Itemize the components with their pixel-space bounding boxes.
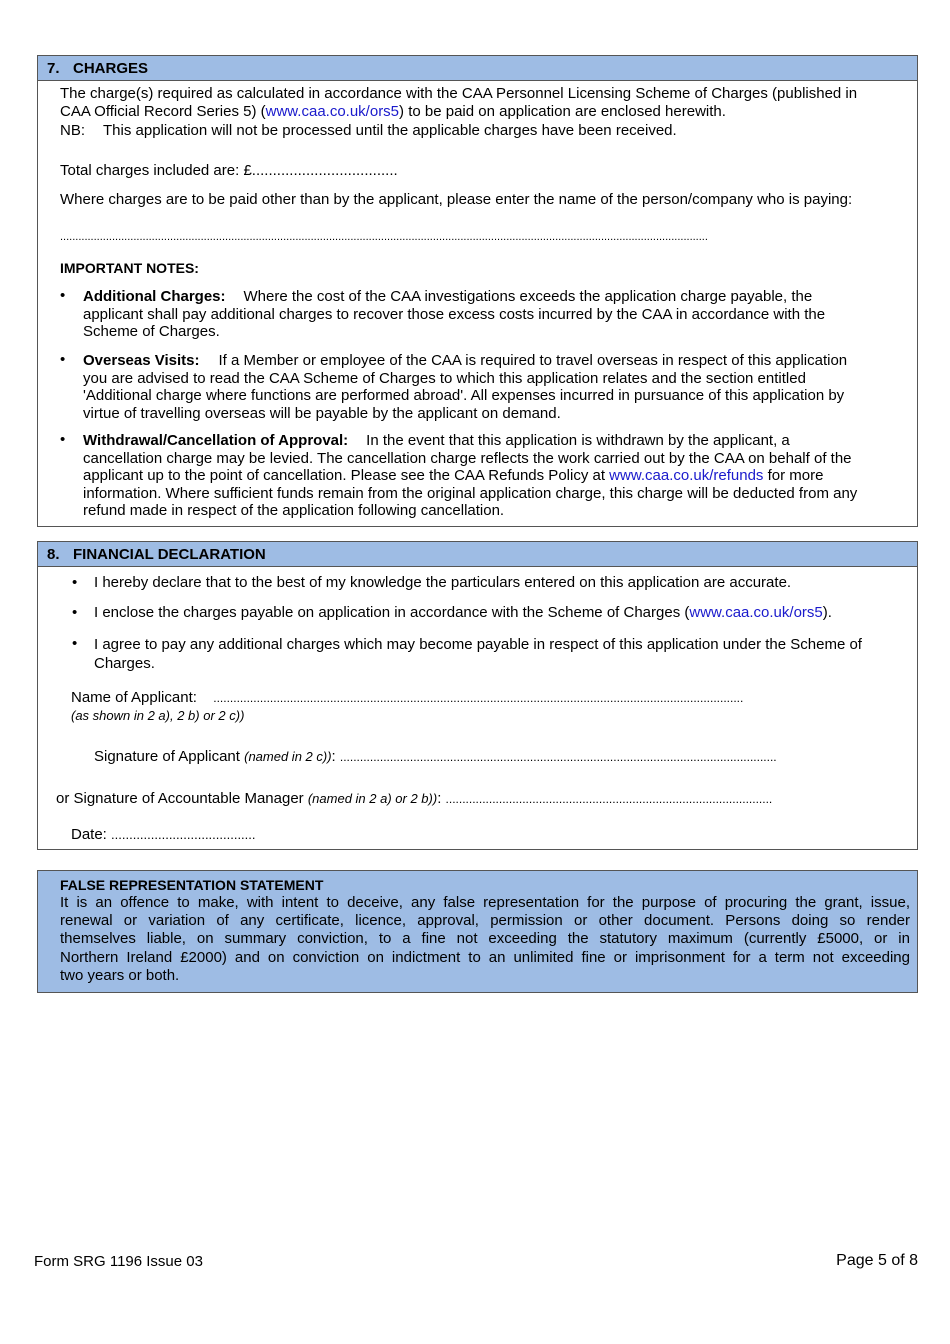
declaration-bullet-1 (94, 574, 791, 592)
important-notes-heading (60, 259, 199, 277)
section-title: FINANCIAL DECLARATION (73, 546, 266, 563)
date-label: Date: (71, 826, 107, 843)
statement-line: renewal or variation of any certificate, licence, approval, permission or other document. Persons doing so render (60, 912, 910, 930)
payer-prompt (60, 191, 852, 209)
note-line (83, 467, 908, 485)
total-charges-line (60, 162, 398, 180)
applicant-name-field[interactable]: ............................................................................................................................................................... (213, 691, 744, 705)
nb-label: NB: (60, 122, 86, 139)
note-label: Overseas Visits: (83, 352, 200, 369)
date-field[interactable]: ........................................ (111, 827, 256, 842)
total-charges-field[interactable]: ................................... (251, 162, 398, 179)
note-line: virtue of travelling overseas will be payable by the applicant on demand. (83, 404, 561, 422)
refunds-link[interactable]: www.caa.co.uk/refunds (609, 467, 764, 484)
bullet-icon: • (60, 431, 66, 448)
note-text: If a Member or employee of the CAA is required to travel overseas in respect of this application (218, 352, 848, 369)
section-number: 8. (47, 546, 60, 563)
applicant-name-note (71, 707, 244, 725)
manager-signature-field[interactable]: .................................................................................................. (445, 792, 773, 806)
declaration-text: I hereby declare that to the best of my knowledge the particulars entered on this application are accurate. (94, 574, 792, 591)
note-line (83, 352, 908, 370)
section-charges-header (38, 56, 917, 81)
charges-intro-text: The charge(s) required as calculated in accordance with the CAA Personnel Licensing Scheme of Charges (published in (60, 85, 858, 102)
charges-intro-line1 (60, 85, 857, 103)
declaration-bullet-3 (94, 635, 862, 673)
bullet-icon: • (72, 604, 78, 621)
payer-field[interactable] (60, 228, 860, 246)
declaration-text: ). (822, 604, 832, 621)
colon: : (331, 748, 336, 765)
note-line: information. Where sufficient funds remain from the original application charge, this charge will be deducted from any (83, 484, 858, 502)
note-line (83, 432, 908, 450)
bullet-icon: • (60, 287, 66, 304)
date-line (71, 826, 256, 844)
note-withdrawal (83, 432, 908, 520)
charges-intro-text-b: CAA Official Record Series 5) ( (60, 103, 266, 120)
false-representation-box (37, 870, 918, 993)
important-notes-title: IMPORTANT NOTES: (60, 260, 199, 276)
ors5-link[interactable]: www.caa.co.uk/ors5 (265, 103, 400, 120)
colon: : (437, 790, 442, 807)
payer-dots: .................................................................................................................................................................................................................... (60, 231, 708, 243)
manager-signature-label: or Signature of Accountable Manager (56, 790, 304, 807)
nb-line (60, 122, 677, 140)
applicant-name-label: Name of Applicant: (71, 689, 197, 706)
statement-line: It is an offence to make, with intent to deceive, any false representation for the purpose of procuring the grant, issue, (60, 894, 910, 911)
note-line: Scheme of Charges. (83, 323, 220, 340)
applicant-signature-label: Signature of Applicant (94, 748, 240, 765)
note-line: cancellation charge may be levied. The cancellation charge reflects the work carried out by the CAA on behalf of the (83, 449, 852, 467)
note-line: applicant shall pay additional charges to recover those excess costs incurred by the CAA in accordance with the (83, 305, 826, 323)
charges-intro-text-c: ) to be paid on application are enclosed herewith. (399, 103, 726, 120)
applicant-signature-field[interactable]: ................................................................................................................................... (339, 750, 777, 764)
payer-prompt-text: Where charges are to be paid other than by the applicant, please enter the name of the person/company who is paying: (60, 191, 853, 208)
statement-line: Northern Ireland £2000) and on conviction on indictment to an unlimited fine or imprisonment for a term not exceeding (60, 948, 910, 966)
declaration-text: I enclose the charges payable on application in accordance with the Scheme of Charges ( (94, 604, 690, 621)
total-charges-label: Total charges included are: £ (60, 162, 252, 179)
section-financial-header (38, 542, 917, 567)
note-label: Withdrawal/Cancellation of Approval: (83, 432, 349, 449)
applicant-signature-note: (named in 2 c)) (244, 749, 332, 764)
bullet-icon: • (60, 351, 66, 368)
statement-line: themselves liable, on summary conviction, to a fine not exceeding the statutory maximum (currently £5000, or in (60, 930, 910, 948)
statement-line: two years or both. (60, 966, 180, 984)
form-identifier: Form SRG 1196 Issue 03 (34, 1253, 203, 1270)
false-representation-title (60, 876, 323, 894)
note-text: Where the cost of the CAA investigations exceeds the application charge payable, the (243, 288, 813, 305)
false-representation-body (60, 894, 910, 985)
section-title: CHARGES (73, 60, 149, 77)
page-number: Page 5 of 8 (836, 1252, 918, 1269)
bullet-icon: • (72, 635, 78, 652)
note-line (83, 288, 908, 306)
ors5-link-2[interactable]: www.caa.co.uk/ors5 (689, 604, 823, 621)
section-number: 7. (47, 60, 60, 77)
manager-signature-line (56, 790, 772, 808)
declaration-bullet-2 (94, 604, 832, 622)
charges-intro-line2 (60, 103, 726, 121)
bullet-icon: • (72, 574, 78, 591)
note-line: refund made in respect of the application following cancellation. (83, 502, 505, 519)
note-text: for more (763, 467, 824, 484)
note-line: you are advised to read the CAA Scheme of Charges to which this application relates and the section entitled (83, 369, 806, 387)
nb-text: This application will not be processed until the applicable charges have been received. (103, 122, 677, 139)
manager-signature-note: (named in 2 a) or 2 b)) (307, 791, 438, 806)
declaration-text: Charges. (94, 655, 155, 672)
applicant-name-line (71, 689, 743, 707)
applicant-name-note-text: (as shown in 2 a), 2 b) or 2 c)) (71, 708, 245, 723)
note-additional-charges (83, 288, 908, 341)
false-representation-title-text: FALSE REPRESENTATION STATEMENT (60, 877, 324, 893)
note-line: 'Additional charge where functions are performed abroad'. All expenses incurred in pursuance of this application by (83, 387, 845, 404)
note-overseas-visits (83, 352, 908, 422)
applicant-signature-line (94, 748, 777, 766)
note-text: applicant up to the point of cancellation. Please see the CAA Refunds Policy at (83, 467, 610, 484)
note-text: In the event that this application is withdrawn by the applicant, a (366, 432, 790, 449)
declaration-text: I agree to pay any additional charges which may become payable in respect of this application under the Scheme of (94, 636, 862, 653)
note-label: Additional Charges: (83, 288, 226, 305)
